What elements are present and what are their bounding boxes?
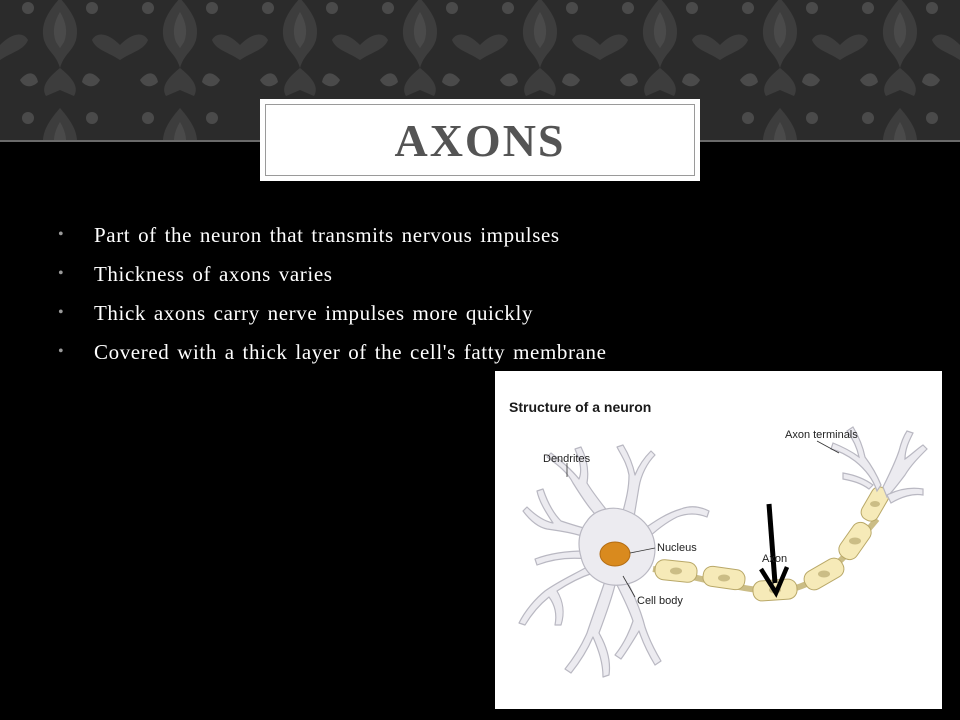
bullet-item <box>58 218 918 257</box>
neuron-illustration <box>495 371 942 709</box>
bullet-icon: • <box>58 226 65 243</box>
bullet-item <box>58 257 918 296</box>
title-box <box>260 99 700 181</box>
bullet-text: Covered with a thick layer of the cell's fatty membrane <box>94 340 607 364</box>
bullet-list <box>58 218 918 374</box>
label-cell-body: Cell body <box>637 595 683 607</box>
neuron-diagram <box>495 371 942 709</box>
bullet-item <box>58 296 918 335</box>
bullet-icon: • <box>58 343 65 360</box>
bullet-text: Thickness of axons varies <box>94 262 333 286</box>
bullet-item <box>58 335 918 374</box>
label-axon-terminals: Axon terminals <box>785 429 858 441</box>
slide-title: AXONS <box>394 114 566 166</box>
annotation-arrow <box>761 504 787 593</box>
figure-title: Structure of a neuron <box>509 399 652 415</box>
bullet-text: Part of the neuron that transmits nervous impulses <box>94 223 560 247</box>
label-dendrites: Dendrites <box>543 453 591 465</box>
nucleus-shape <box>600 542 630 566</box>
label-axon: Axon <box>762 553 788 565</box>
bullet-icon: • <box>58 265 65 282</box>
bullet-text: Thick axons carry nerve impulses more quickly <box>94 301 534 325</box>
label-nucleus: Nucleus <box>657 542 697 554</box>
bullet-icon: • <box>58 304 65 321</box>
